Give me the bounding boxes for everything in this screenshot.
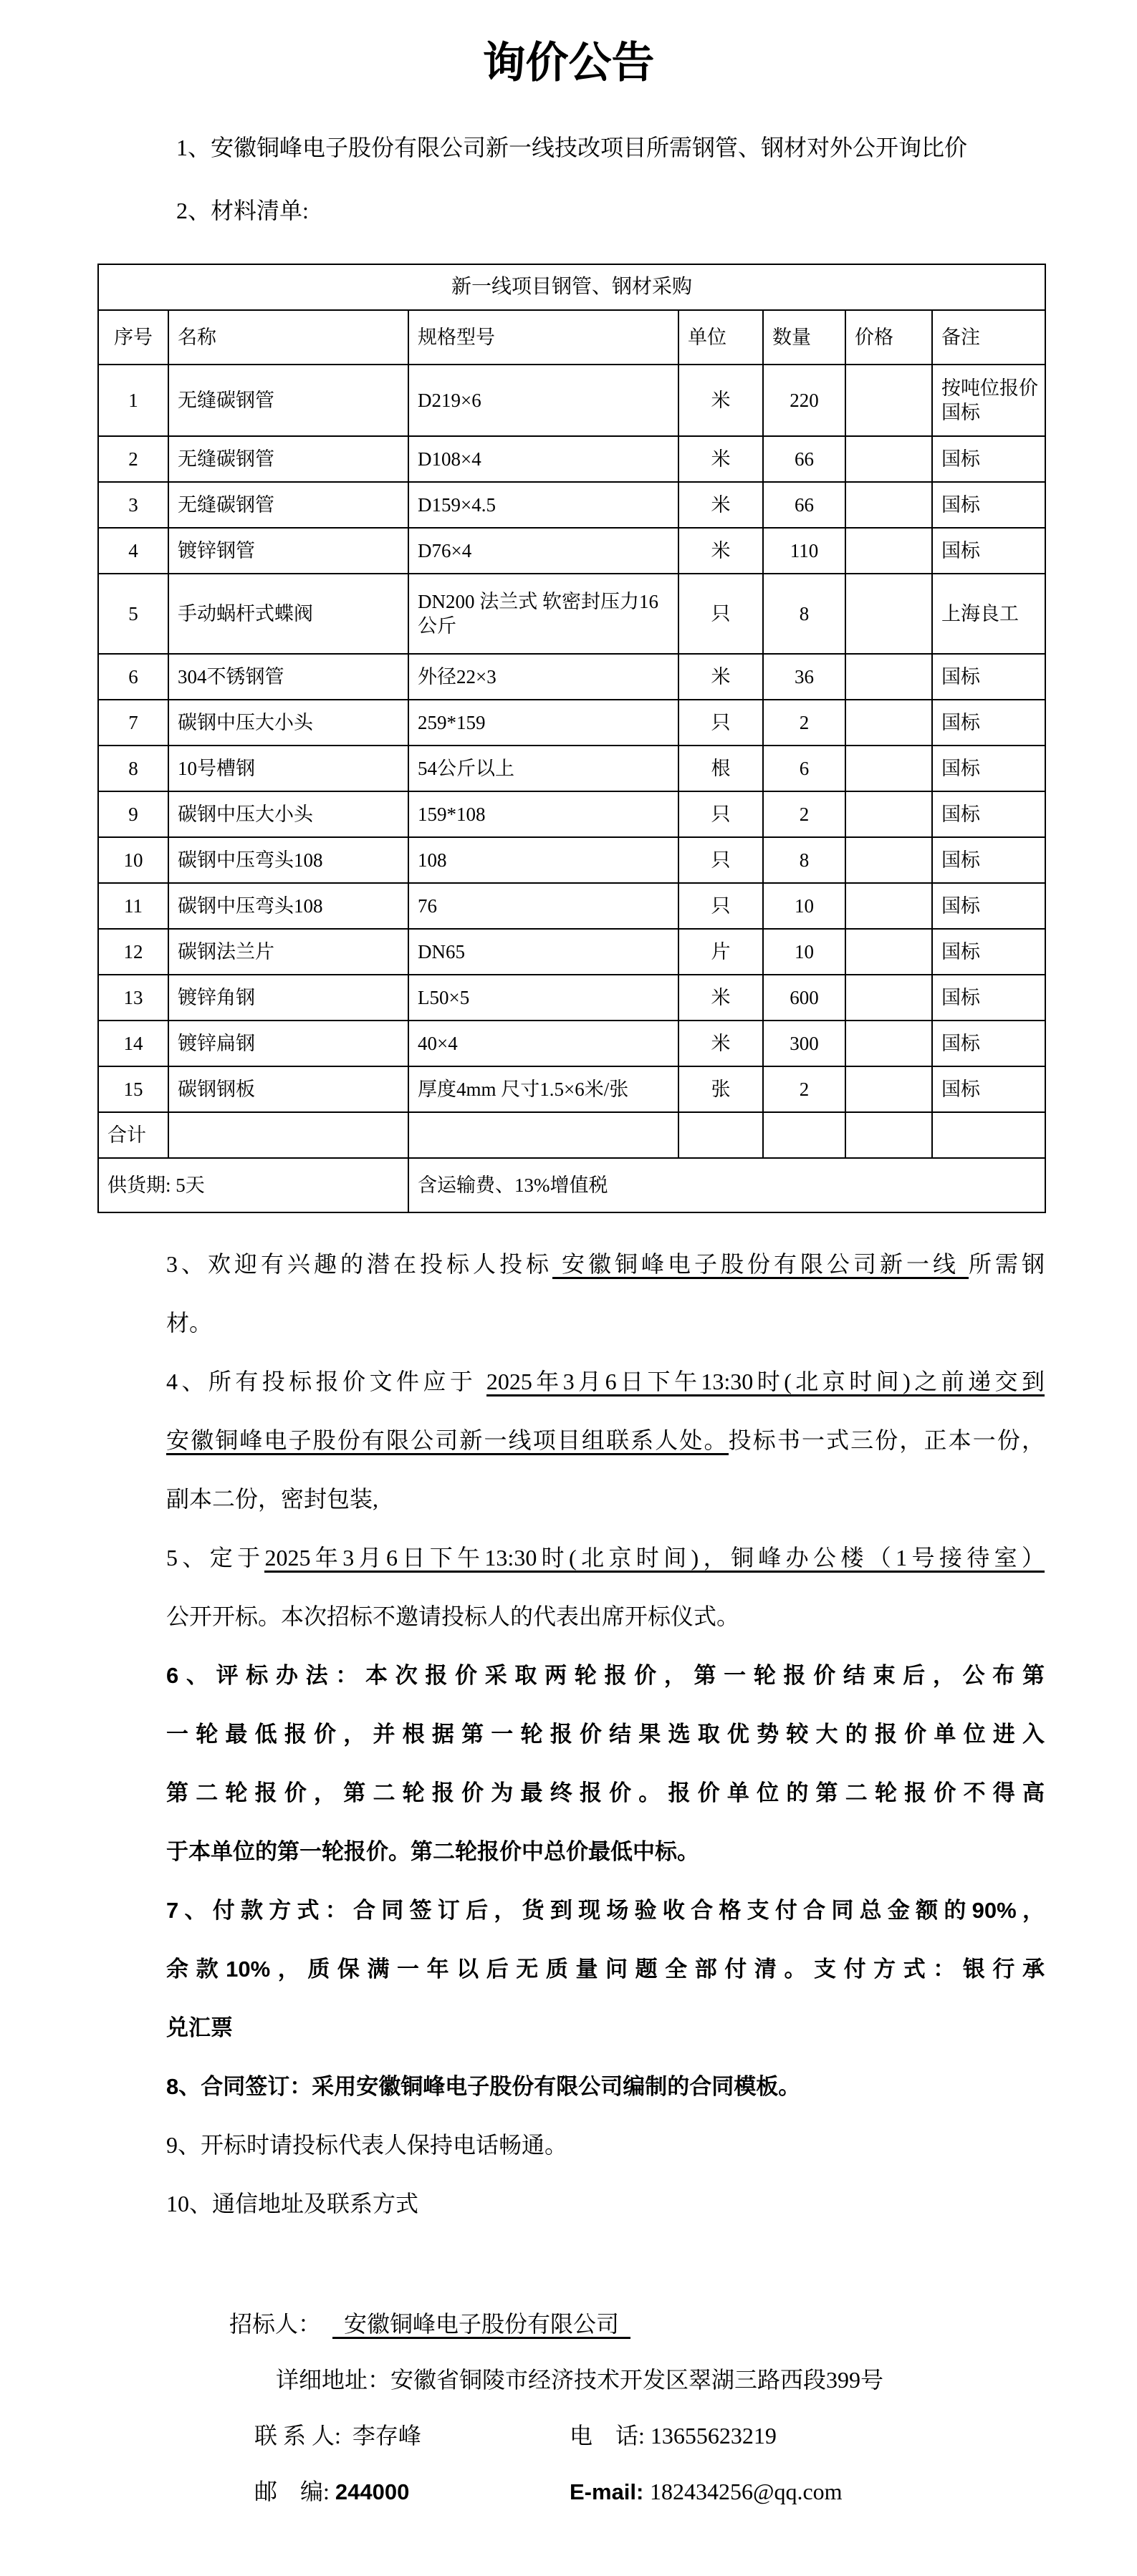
cell-spec: D76×4 bbox=[408, 528, 678, 574]
text-segment: 一轮最低报价，并根据第一轮报价结果选取优势较大的报价单位进入 bbox=[166, 1722, 1045, 1747]
cell-price bbox=[845, 791, 932, 837]
cell-spec: L50×5 bbox=[408, 975, 678, 1021]
cell-no: 3 bbox=[98, 482, 168, 528]
table-row bbox=[98, 436, 1045, 482]
table-row bbox=[98, 746, 1045, 791]
cell-no: 10 bbox=[98, 837, 168, 883]
body-line bbox=[166, 1352, 1045, 1411]
cell-remark: 国标 bbox=[932, 1021, 1045, 1066]
cell-empty bbox=[932, 1112, 1045, 1158]
cell-remark: 国标 bbox=[932, 791, 1045, 837]
cell-no: 6 bbox=[98, 654, 168, 700]
cell-price bbox=[845, 365, 932, 436]
cell-no: 4 bbox=[98, 528, 168, 574]
cell-price bbox=[845, 574, 932, 654]
cell-remark: 国标 bbox=[932, 975, 1045, 1021]
cell-spec: DN200 法兰式 软密封压力16公斤 bbox=[408, 574, 678, 654]
text-segment: 5、定于 bbox=[166, 1545, 265, 1571]
cell-name: 304不锈钢管 bbox=[168, 654, 408, 700]
cell-no: 9 bbox=[98, 791, 168, 837]
cell-qty: 66 bbox=[763, 482, 845, 528]
text-segment: 10、通信地址及联系方式 bbox=[166, 2191, 419, 2216]
header-qty: 数量 bbox=[763, 310, 845, 365]
table-caption-row bbox=[98, 264, 1045, 310]
text-segment: 余款10%，质保满一年以后无质量问题全部付清。支付方式：银行承 bbox=[166, 1957, 1045, 1982]
address-label: 详细地址： bbox=[276, 2367, 391, 2393]
table-row bbox=[98, 482, 1045, 528]
body-line bbox=[166, 1235, 1045, 1293]
cell-remark: 国标 bbox=[932, 929, 1045, 975]
cell-price bbox=[845, 929, 932, 975]
cell-price bbox=[845, 528, 932, 574]
cell-spec: 76 bbox=[408, 883, 678, 929]
cell-spec: 厚度4mm 尺寸1.5×6米/张 bbox=[408, 1066, 678, 1112]
table-row bbox=[98, 929, 1045, 975]
cell-unit: 米 bbox=[678, 654, 763, 700]
header-name: 名称 bbox=[168, 310, 408, 365]
delivery-period: 供货期: 5天 bbox=[98, 1158, 408, 1212]
cell-name: 碳钢中压大小头 bbox=[168, 700, 408, 746]
cell-qty: 2 bbox=[763, 1066, 845, 1112]
cell-qty: 36 bbox=[763, 654, 845, 700]
table-row bbox=[98, 791, 1045, 837]
cell-remark: 国标 bbox=[932, 482, 1045, 528]
bidder-label: 招标人： bbox=[229, 2311, 333, 2337]
cell-no: 1 bbox=[98, 365, 168, 436]
cell-no: 15 bbox=[98, 1066, 168, 1112]
header-unit: 单位 bbox=[678, 310, 763, 365]
text-segment: 材。 bbox=[166, 1310, 213, 1336]
cell-remark: 国标 bbox=[932, 746, 1045, 791]
cell-empty bbox=[845, 1112, 932, 1158]
body-line bbox=[166, 1470, 1045, 1528]
cell-name: 镀锌角钢 bbox=[168, 975, 408, 1021]
body-line bbox=[166, 1881, 1045, 1939]
cell-name: 碳钢法兰片 bbox=[168, 929, 408, 975]
cell-no: 14 bbox=[98, 1021, 168, 1066]
body-line bbox=[166, 1998, 1045, 2057]
email-label: E-mail: bbox=[570, 2479, 650, 2504]
table-row bbox=[98, 365, 1045, 436]
table-header-row bbox=[98, 310, 1045, 365]
cell-unit: 只 bbox=[678, 883, 763, 929]
body-line bbox=[166, 1939, 1045, 1998]
text-segment: 第二轮报价，第二轮报价为最终报价。报价单位的第二轮报价不得高 bbox=[166, 1780, 1045, 1805]
cell-qty: 8 bbox=[763, 574, 845, 654]
cell-unit: 米 bbox=[678, 365, 763, 436]
total-row bbox=[98, 1112, 1045, 1158]
cell-unit: 米 bbox=[678, 436, 763, 482]
postcode-label: 邮 编: bbox=[254, 2479, 335, 2504]
table-caption: 新一线项目钢管、钢材采购 bbox=[98, 264, 1045, 310]
text-segment: 副本二份，密封包装, bbox=[166, 1486, 379, 1512]
cell-empty bbox=[408, 1112, 678, 1158]
cell-qty: 2 bbox=[763, 700, 845, 746]
cell-remark: 国标 bbox=[932, 700, 1045, 746]
cell-unit: 只 bbox=[678, 791, 763, 837]
cell-remark: 按吨位报价国标 bbox=[932, 365, 1045, 436]
body-line bbox=[166, 2116, 1045, 2174]
cell-unit: 只 bbox=[678, 574, 763, 654]
text-segment: 4、所有投标报价文件应于 bbox=[166, 1369, 486, 1394]
cell-name: 无缝碳钢管 bbox=[168, 365, 408, 436]
paragraph-1: 1、安徽铜峰电子股份有限公司新一线技改项目所需钢管、钢材对外公开询比价 bbox=[176, 135, 968, 160]
cell-name: 镀锌钢管 bbox=[168, 528, 408, 574]
body-line bbox=[166, 1822, 1045, 1881]
cell-unit: 只 bbox=[678, 700, 763, 746]
bidder-company: 安徽铜峰电子股份有限公司 bbox=[332, 2311, 630, 2339]
body-line bbox=[166, 2057, 1045, 2116]
cell-spec: 外径22×3 bbox=[408, 654, 678, 700]
page-title: 询价公告 bbox=[482, 39, 655, 87]
body-paragraphs bbox=[166, 1235, 1045, 2233]
cell-remark: 国标 bbox=[932, 654, 1045, 700]
text-segment: 公开开标。本次招标不邀请投标人的代表出席开标仪式。 bbox=[166, 1603, 740, 1629]
materials-table bbox=[97, 264, 1046, 1213]
cell-spec: D219×6 bbox=[408, 365, 678, 436]
cell-unit: 张 bbox=[678, 1066, 763, 1112]
cell-qty: 8 bbox=[763, 837, 845, 883]
phone-label: 电 话: bbox=[570, 2423, 651, 2449]
cell-name: 碳钢中压大小头 bbox=[168, 791, 408, 837]
cell-name: 镀锌扁钢 bbox=[168, 1021, 408, 1066]
cell-no: 2 bbox=[98, 436, 168, 482]
header-remark: 备注 bbox=[932, 310, 1045, 365]
table-row bbox=[98, 654, 1045, 700]
contact-block bbox=[0, 2240, 1137, 2504]
person-label: 联 系 人: bbox=[254, 2423, 352, 2449]
cell-qty: 66 bbox=[763, 436, 845, 482]
cell-remark: 国标 bbox=[932, 883, 1045, 929]
cell-no: 7 bbox=[98, 700, 168, 746]
phone-value: 13655623219 bbox=[650, 2423, 777, 2449]
cell-spec: 40×4 bbox=[408, 1021, 678, 1066]
cell-unit: 片 bbox=[678, 929, 763, 975]
cell-unit: 根 bbox=[678, 746, 763, 791]
text-segment: 8、合同签订：采用安徽铜峰电子股份有限公司编制的合同模板。 bbox=[166, 2074, 801, 2099]
postcode-value: 244000 bbox=[335, 2479, 410, 2504]
total-label: 合计 bbox=[98, 1112, 168, 1158]
bidder-line bbox=[195, 2240, 1137, 2337]
cell-price bbox=[845, 837, 932, 883]
cell-name: 碳钢钢板 bbox=[168, 1066, 408, 1112]
cell-remark: 国标 bbox=[932, 528, 1045, 574]
body-line bbox=[166, 1293, 1045, 1352]
cell-price bbox=[845, 482, 932, 528]
cell-no: 5 bbox=[98, 574, 168, 654]
cell-price bbox=[845, 700, 932, 746]
body-line bbox=[166, 1763, 1045, 1822]
cell-no: 13 bbox=[98, 975, 168, 1021]
text-segment: 兑汇票 bbox=[166, 2015, 233, 2040]
cell-name: 10号槽钢 bbox=[168, 746, 408, 791]
header-price: 价格 bbox=[845, 310, 932, 365]
body-line bbox=[166, 1411, 1045, 1470]
cell-no: 11 bbox=[98, 883, 168, 929]
email-value: 182434256@qq.com bbox=[649, 2479, 843, 2504]
body-line bbox=[166, 1587, 1045, 1646]
table-row bbox=[98, 1066, 1045, 1112]
table-row bbox=[98, 700, 1045, 746]
cell-spec: 54公斤以上 bbox=[408, 746, 678, 791]
cell-price bbox=[845, 746, 932, 791]
cell-unit: 米 bbox=[678, 975, 763, 1021]
cell-price bbox=[845, 883, 932, 929]
cell-name: 碳钢中压弯头108 bbox=[168, 883, 408, 929]
cell-qty: 6 bbox=[763, 746, 845, 791]
cell-empty bbox=[763, 1112, 845, 1158]
cell-qty: 220 bbox=[763, 365, 845, 436]
table-row bbox=[98, 1021, 1045, 1066]
cell-name: 无缝碳钢管 bbox=[168, 436, 408, 482]
cell-unit: 米 bbox=[678, 528, 763, 574]
text-segment: 所需钢 bbox=[968, 1251, 1045, 1277]
table-row bbox=[98, 837, 1045, 883]
cell-qty: 10 bbox=[763, 929, 845, 975]
body-line bbox=[166, 1704, 1045, 1763]
delivery-row bbox=[98, 1158, 1045, 1212]
cell-price bbox=[845, 654, 932, 700]
cell-unit: 只 bbox=[678, 837, 763, 883]
cell-spec: D108×4 bbox=[408, 436, 678, 482]
cell-price bbox=[845, 1021, 932, 1066]
delivery-note: 含运输费、13%增值税 bbox=[408, 1158, 1045, 1212]
cell-empty bbox=[678, 1112, 763, 1158]
cell-unit: 米 bbox=[678, 1021, 763, 1066]
underlined-text: 安徽铜峰电子股份有限公司新一线 bbox=[552, 1251, 969, 1279]
cell-spec: 108 bbox=[408, 837, 678, 883]
text-segment: 9、开标时请投标代表人保持电话畅通。 bbox=[166, 2132, 568, 2158]
cell-spec: 259*159 bbox=[408, 700, 678, 746]
cell-empty bbox=[168, 1112, 408, 1158]
text-segment: 3、欢迎有兴趣的潜在投标人投标 bbox=[166, 1251, 552, 1277]
body-line bbox=[166, 2174, 1045, 2233]
table-row bbox=[98, 975, 1045, 1021]
cell-qty: 10 bbox=[763, 883, 845, 929]
text-segment: 7、付款方式：合同签订后，货到现场验收合格支付合同总金额的90%， bbox=[166, 1898, 1045, 1923]
cell-qty: 300 bbox=[763, 1021, 845, 1066]
text-segment: 投标书一式三份，正本一份， bbox=[728, 1427, 1045, 1453]
table-row bbox=[98, 528, 1045, 574]
underlined-text: 2025年3月6日下午13:30时(北京时间)之前递交到 bbox=[486, 1369, 1045, 1396]
cell-no: 12 bbox=[98, 929, 168, 975]
text-segment: 6、评标办法：本次报价采取两轮报价，第一轮报价结束后，公布第 bbox=[166, 1663, 1045, 1688]
cell-qty: 600 bbox=[763, 975, 845, 1021]
cell-name: 手动蜗杆式蝶阀 bbox=[168, 574, 408, 654]
cell-remark: 国标 bbox=[932, 1066, 1045, 1112]
underlined-text: 2025年3月6日下午13:30时(北京时间)，铜峰办公楼（1号接待室） bbox=[264, 1545, 1045, 1573]
header-spec: 规格型号 bbox=[408, 310, 678, 365]
body-line bbox=[166, 1528, 1045, 1587]
cell-name: 碳钢中压弯头108 bbox=[168, 837, 408, 883]
table-body bbox=[98, 365, 1045, 1112]
cell-spec: 159*108 bbox=[408, 791, 678, 837]
paragraph-2: 2、材料清单: bbox=[176, 198, 309, 223]
cell-unit: 米 bbox=[678, 482, 763, 528]
underlined-text: 安徽铜峰电子股份有限公司新一线项目组联系人处。 bbox=[166, 1427, 729, 1455]
cell-spec: DN65 bbox=[408, 929, 678, 975]
cell-price bbox=[845, 975, 932, 1021]
text-segment: 于本单位的第一轮报价。第二轮报价中总价最低中标。 bbox=[166, 1839, 699, 1864]
table-row bbox=[98, 574, 1045, 654]
cell-price bbox=[845, 1066, 932, 1112]
person-value: 李存峰 bbox=[352, 2423, 421, 2449]
cell-remark: 国标 bbox=[932, 436, 1045, 482]
address-value: 安徽省铜陵市经济技术开发区翠湖三路西段399号 bbox=[390, 2367, 884, 2393]
cell-qty: 110 bbox=[763, 528, 845, 574]
cell-remark: 国标 bbox=[932, 837, 1045, 883]
body-line bbox=[166, 1646, 1045, 1704]
cell-price bbox=[845, 436, 932, 482]
cell-no: 8 bbox=[98, 746, 168, 791]
table-row bbox=[98, 883, 1045, 929]
cell-qty: 2 bbox=[763, 791, 845, 837]
cell-name: 无缝碳钢管 bbox=[168, 482, 408, 528]
header-no: 序号 bbox=[98, 310, 168, 365]
cell-remark: 上海良工 bbox=[932, 574, 1045, 654]
cell-spec: D159×4.5 bbox=[408, 482, 678, 528]
